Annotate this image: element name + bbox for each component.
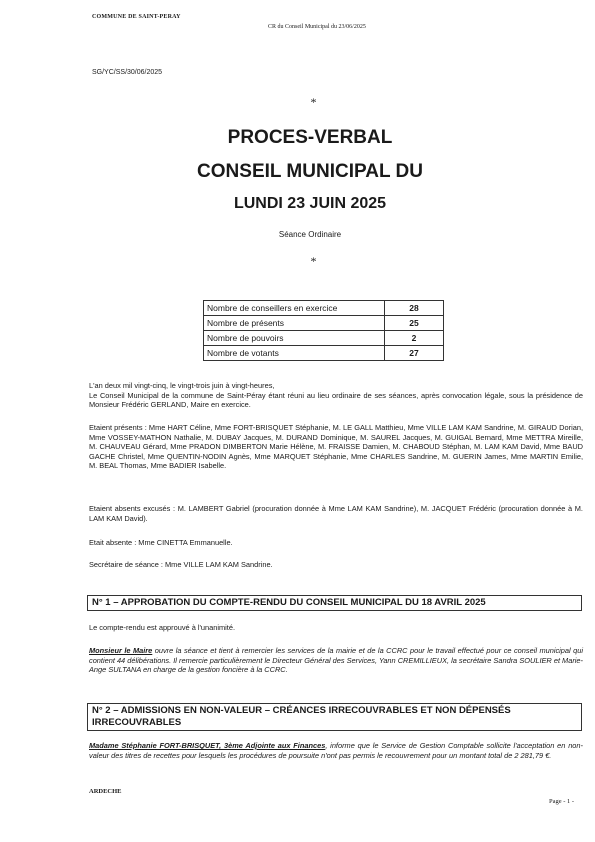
item-1-body [89,646,583,675]
intro-line-1: L'an deux mil vingt-cinq, le vingt-trois juin à vingt-heures, [89,381,275,390]
item-1-approval [89,623,583,633]
star-ornament-top: * [310,95,317,109]
intro-line-2: Le Conseil Municipal de la commune de Saint-Péray étant réuni au lieu ordinaire de ses séances, après convocation légale, sous la présidence de Monsieur Frédéric GERLAND, Maire en exercice. [89,390,583,409]
absent-text: Etait absente : Mme CINETTA Emmanuelle. [89,538,233,547]
count-label: Nombre de conseillers en exercice [204,301,385,316]
intro-paragraph [89,381,583,410]
secretary-text: Secrétaire de séance : Mme VILLE LAM KAM Sandrine. [89,560,273,569]
item-1-text: ouvre la séance et tient à remercier les services de la mairie et de la CCRC pour le travail effectué pour ce conseil municipal qui contient 44 délibérations. Il remercie particulièrement le Directeur Général des Services, Yann CREMILLIEUX, la secrétaire Sandra SOULIER et Marie-Ange SULTANA en charge de la gestion foncière à la CCRC. [89,646,584,674]
count-value: 2 [385,331,444,346]
count-value: 28 [385,301,444,316]
item-2-body [89,741,583,760]
count-label: Nombre de présents [204,316,385,331]
approval-text: Le compte-rendu est approuvé à l'unanimité. [89,623,236,632]
absent-excused-text: Etaient absents excusés : M. LAMBERT Gabriel (procuration donnée à Mme LAM KAM Sandrine), M. JACQUET Frédéric (procuration donnée à M. LAM KAM David). [89,504,583,523]
title-line-3: LUNDI 23 JUIN 2025 [233,195,387,212]
item-2-text: , informe que le Service de Gestion Comptable sollicite l'acceptation en non-valeur des titres de recettes pour lesquels les procédures de poursuite n'ont pas permis le recouvrement pour un montant total de 2 281,79 €. [89,741,583,760]
table-row [204,346,444,361]
count-value: 25 [385,316,444,331]
table-row [204,316,444,331]
title-line-1: PROCES-VERBAL [227,127,393,148]
count-label: Nombre de pouvoirs [204,331,385,346]
absent-excused [89,504,583,523]
section-heading-item-2: N° 2 – ADMISSIONS EN NON-VALEUR – CRÉANCES IRRECOUVRABLES ET NON DÉPENSÉS IRRECOUVRABLES [87,703,582,731]
session-secretary [89,560,583,570]
footer-department: ARDECHE [89,788,122,795]
table-row [204,301,444,316]
session-type: Séance Ordinaire [278,230,342,239]
reference-code: SG/YC/SS/30/06/2025 [92,69,163,76]
present-text: Etaient présents : Mme HART Céline, Mme FORT-BRISQUET Stéphanie, M. LE GALL Matthieu, Mme VILLE LAM KAM Sandrine, M. GIRAUD Dorian, Mme VOSSEY-MATHON Nathalie, M. DUBAY Jacques, M. DURAND Dominique, M. SAUREL Jacques, M. GUIGAL Bernard, Mme METTRA Mireille, M. CHAUVEAU Gérard, Mme PRADON DIMBERTON Marie Hélène, M. FRAISSE Damien, M. CHABOUD Stéphan, M. LAM KAM David, Mme BAUD GACHE Christel, Mme QUENTIN-NODIN Agnès, Mme MARQUET Stéphanie, Mme CHARLES Sandrine, M. GUERIN James, Mme MARTIN Emilie, M. BEAL Thomas, Mme BADIER Isabelle. [89,423,583,470]
table-row [204,331,444,346]
section-heading-item-1: N° 1 – APPROBATION DU COMPTE-RENDU DU CONSEIL MUNICIPAL DU 18 AVRIL 2025 [87,595,582,611]
speaker-name: Monsieur le Maire [89,646,153,655]
count-label: Nombre de votants [204,346,385,361]
attendance-table [203,300,444,361]
document-reference-header: CR du Conseil Municipal du 23/06/2025 [268,24,366,30]
page-number: Page - 1 - [549,798,575,805]
speaker-name: Madame Stéphanie FORT-BRISQUET, 3ème Adjointe aux Finances [89,741,326,750]
count-value: 27 [385,346,444,361]
present-members [89,423,583,471]
absent-members [89,538,583,548]
commune-header: COMMUNE DE SAINT-PERAY [92,14,181,20]
star-ornament-bottom: * [310,254,317,268]
title-line-2: CONSEIL MUNICIPAL DU [197,161,423,182]
